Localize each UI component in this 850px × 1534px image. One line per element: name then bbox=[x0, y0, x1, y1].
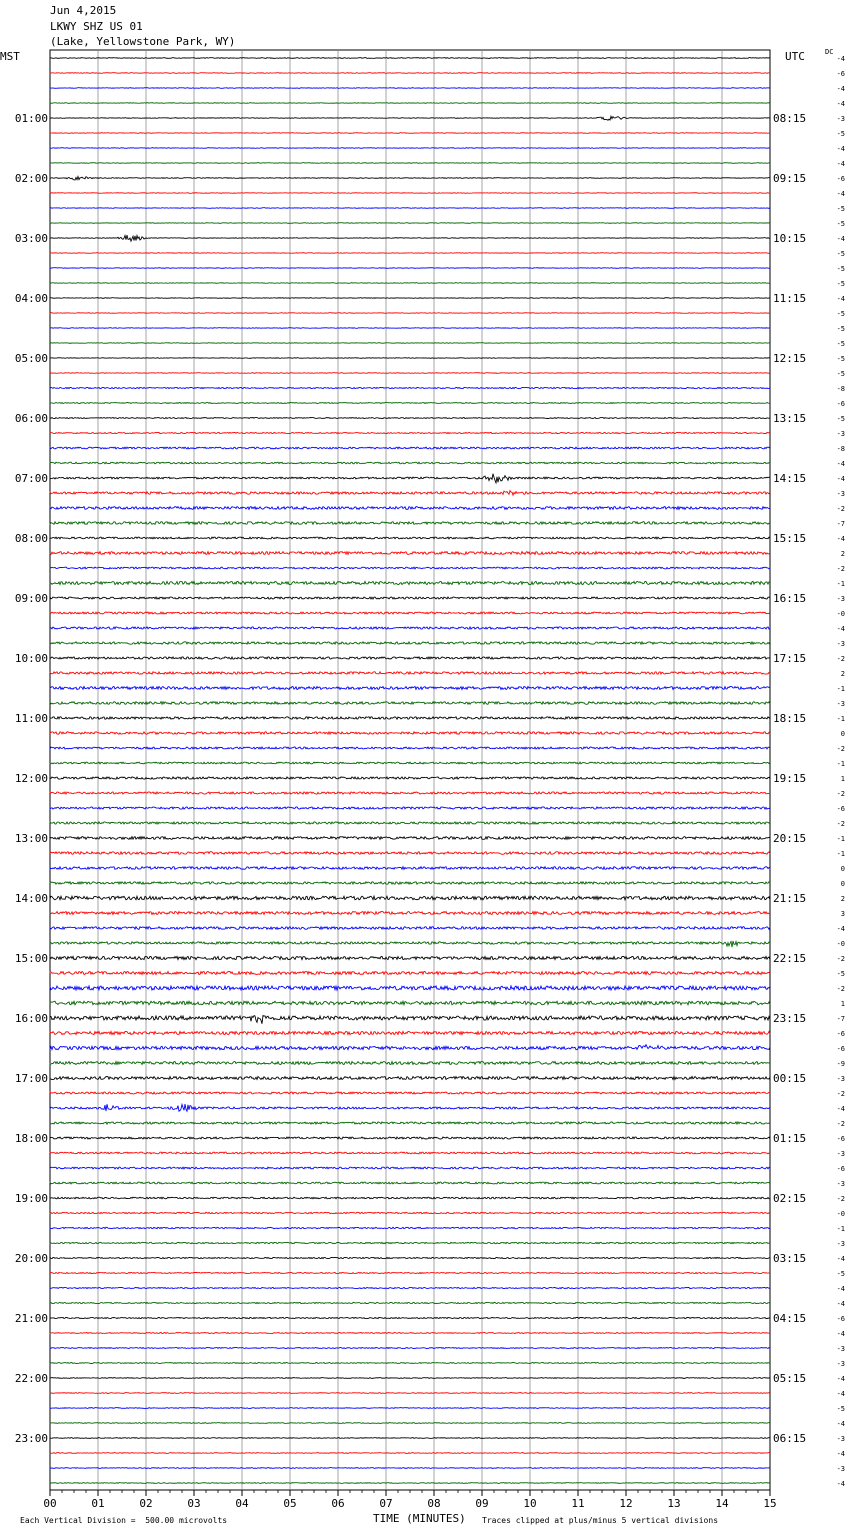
dc-offset-label: -1 bbox=[836, 835, 845, 843]
trace-green bbox=[50, 223, 770, 224]
dc-offset-label: -5 bbox=[836, 370, 845, 378]
dc-offset-label: -9 bbox=[836, 1060, 845, 1068]
right-timezone-label: UTC bbox=[785, 50, 805, 63]
left-hour-label: 06:00 bbox=[14, 412, 48, 425]
x-tick-label: 10 bbox=[523, 1497, 537, 1510]
trace-black bbox=[50, 177, 770, 181]
dc-offset-label: -7 bbox=[836, 1015, 845, 1023]
trace-black bbox=[50, 474, 770, 483]
trace-blue bbox=[50, 447, 770, 449]
left-hour-label: 23:00 bbox=[14, 1432, 48, 1445]
dc-offset-label: -3 bbox=[836, 700, 845, 708]
dc-offset-label: 0 bbox=[840, 865, 845, 873]
dc-offset-label: -6 bbox=[836, 1315, 845, 1323]
left-hour-label: 20:00 bbox=[14, 1252, 48, 1265]
dc-offset-label: -4 bbox=[836, 100, 845, 108]
right-hour-label: 15:15 bbox=[773, 532, 807, 545]
trace-blue bbox=[50, 328, 770, 329]
dc-offset-label: -7 bbox=[836, 520, 845, 528]
trace-black bbox=[50, 1016, 770, 1024]
trace-red bbox=[50, 253, 770, 254]
dc-offset-label: -5 bbox=[836, 1405, 845, 1413]
trace-blue bbox=[50, 148, 770, 149]
trace-blue bbox=[50, 507, 770, 510]
dc-offset-label: -6 bbox=[836, 400, 845, 408]
trace-red bbox=[50, 672, 770, 674]
dc-offset-label: 2 bbox=[840, 550, 845, 558]
dc-offset-label: -3 bbox=[836, 1435, 845, 1443]
trace-green bbox=[50, 283, 770, 284]
dc-offset-label: -5 bbox=[836, 325, 845, 333]
trace-black bbox=[50, 1378, 770, 1379]
dc-offset-label: -4 bbox=[836, 535, 845, 543]
x-tick-label: 11 bbox=[571, 1497, 585, 1510]
dc-offset-label: -6 bbox=[836, 175, 845, 183]
dc-offset-label: -6 bbox=[836, 70, 845, 78]
right-hour-label: 18:15 bbox=[773, 712, 807, 725]
trace-blue bbox=[50, 867, 770, 870]
dc-offset-label: -2 bbox=[836, 505, 845, 513]
dc-offset-label: 1 bbox=[840, 775, 845, 783]
dc-offset-label: -5 bbox=[836, 355, 845, 363]
header-location: (Lake, Yellowstone Park, WY) bbox=[50, 35, 236, 48]
left-hour-label: 18:00 bbox=[14, 1132, 48, 1145]
dc-offset-label: -5 bbox=[836, 340, 845, 348]
right-hour-label: 02:15 bbox=[773, 1192, 807, 1205]
x-tick-label: 12 bbox=[619, 1497, 633, 1510]
x-tick-label: 04 bbox=[235, 1497, 249, 1510]
dc-label: DC bbox=[825, 48, 834, 56]
x-axis-label: TIME (MINUTES) bbox=[373, 1512, 466, 1525]
trace-red bbox=[50, 912, 770, 915]
trace-blue bbox=[50, 1104, 770, 1111]
dc-offset-label: -4 bbox=[836, 1450, 845, 1458]
dc-offset-label: -1 bbox=[836, 715, 845, 723]
right-hour-label: 22:15 bbox=[773, 952, 807, 965]
dc-offset-label: -3 bbox=[836, 430, 845, 438]
dc-offset-label: -4 bbox=[836, 1375, 845, 1383]
trace-red bbox=[50, 612, 770, 614]
clip-note: Traces clipped at plus/minus 5 vertical divisions bbox=[482, 1516, 719, 1525]
dc-offset-label: -5 bbox=[836, 415, 845, 423]
trace-red bbox=[50, 1393, 770, 1394]
trace-black bbox=[50, 777, 770, 779]
trace-green bbox=[50, 882, 770, 884]
left-hour-label: 05:00 bbox=[14, 352, 48, 365]
trace-red bbox=[50, 1272, 770, 1273]
dc-offset-label: -2 bbox=[836, 1120, 845, 1128]
dc-offset-label: 1 bbox=[840, 1000, 845, 1008]
dc-offset-label: -5 bbox=[836, 130, 845, 138]
trace-black bbox=[50, 116, 770, 120]
dc-offset-label: -3 bbox=[836, 1345, 845, 1353]
trace-green bbox=[50, 1302, 770, 1303]
dc-offset-label: -2 bbox=[836, 955, 845, 963]
trace-blue bbox=[50, 687, 770, 690]
right-hour-label: 11:15 bbox=[773, 292, 807, 305]
dc-offset-label: -1 bbox=[836, 580, 845, 588]
trace-red bbox=[50, 1212, 770, 1213]
dc-offset-label: -2 bbox=[836, 820, 845, 828]
trace-green bbox=[50, 762, 770, 764]
trace-black bbox=[50, 837, 770, 840]
dc-offset-label: -3 bbox=[836, 1465, 845, 1473]
left-timezone-label: MST bbox=[0, 50, 20, 63]
dc-offset-label: -4 bbox=[836, 1390, 845, 1398]
trace-blue bbox=[50, 1045, 770, 1050]
dc-offset-label: -4 bbox=[836, 1285, 845, 1293]
header-date: Jun 4,2015 bbox=[50, 4, 117, 17]
dc-offset-label: -4 bbox=[836, 1105, 845, 1113]
right-hour-label: 12:15 bbox=[773, 352, 807, 365]
x-tick-label: 00 bbox=[43, 1497, 57, 1510]
trace-red bbox=[50, 1152, 770, 1154]
trace-green bbox=[50, 642, 770, 644]
dc-offset-label: -2 bbox=[836, 1195, 845, 1203]
trace-black bbox=[50, 1197, 770, 1199]
right-hour-label: 13:15 bbox=[773, 412, 807, 425]
plot-frame bbox=[50, 50, 770, 1490]
dc-offset-label: -1 bbox=[836, 850, 845, 858]
trace-red bbox=[50, 313, 770, 314]
trace-blue bbox=[50, 627, 770, 629]
trace-black bbox=[50, 418, 770, 419]
dc-offset-label: -2 bbox=[836, 1090, 845, 1098]
trace-green bbox=[50, 462, 770, 464]
x-tick-label: 09 bbox=[475, 1497, 489, 1510]
right-hour-label: 20:15 bbox=[773, 832, 807, 845]
dc-offset-label: 2 bbox=[840, 895, 845, 903]
x-tick-label: 01 bbox=[91, 1497, 105, 1510]
trace-green bbox=[50, 1242, 770, 1243]
left-hour-label: 08:00 bbox=[14, 532, 48, 545]
trace-red bbox=[50, 1333, 770, 1334]
trace-blue bbox=[50, 567, 770, 569]
dc-offset-label: -3 bbox=[836, 1150, 845, 1158]
trace-red bbox=[50, 133, 770, 134]
dc-offset-label: 2 bbox=[840, 670, 845, 678]
trace-black bbox=[50, 597, 770, 599]
trace-black bbox=[50, 537, 770, 539]
trace-red bbox=[50, 852, 770, 855]
x-tick-label: 14 bbox=[715, 1497, 729, 1510]
left-hour-label: 19:00 bbox=[14, 1192, 48, 1205]
trace-green bbox=[50, 1483, 770, 1484]
dc-offset-label: -4 bbox=[836, 1420, 845, 1428]
trace-green bbox=[50, 522, 770, 525]
dc-offset-label: -4 bbox=[836, 160, 845, 168]
trace-blue bbox=[50, 747, 770, 749]
trace-green bbox=[50, 581, 770, 584]
dc-offset-label: -2 bbox=[836, 565, 845, 573]
x-tick-label: 05 bbox=[283, 1497, 297, 1510]
dc-offset-label: -5 bbox=[836, 1270, 845, 1278]
dc-offset-label: -4 bbox=[836, 55, 845, 63]
dc-offset-label: -4 bbox=[836, 1255, 845, 1263]
trace-black bbox=[50, 1137, 770, 1139]
dc-offset-label: -4 bbox=[836, 145, 845, 153]
trace-black bbox=[50, 1257, 770, 1258]
trace-blue bbox=[50, 807, 770, 809]
dc-offset-label: -4 bbox=[836, 925, 845, 933]
trace-black bbox=[50, 235, 770, 241]
dc-offset-label: -5 bbox=[836, 220, 845, 228]
dc-offset-label: 3 bbox=[840, 910, 845, 918]
dc-offset-label: -2 bbox=[836, 790, 845, 798]
trace-red bbox=[50, 73, 770, 74]
dc-offset-label: -4 bbox=[836, 295, 845, 303]
dc-offset-label: -4 bbox=[836, 1480, 845, 1488]
dc-offset-label: -6 bbox=[836, 1135, 845, 1143]
trace-blue bbox=[50, 927, 770, 930]
right-hour-label: 01:15 bbox=[773, 1132, 807, 1145]
trace-green bbox=[50, 163, 770, 164]
dc-offset-label: -1 bbox=[836, 685, 845, 693]
dc-offset-label: -4 bbox=[836, 190, 845, 198]
dc-offset-label: -5 bbox=[836, 310, 845, 318]
dc-offset-label: -3 bbox=[836, 595, 845, 603]
trace-red bbox=[50, 1031, 770, 1034]
dc-offset-label: -5 bbox=[836, 250, 845, 258]
dc-offset-label: -8 bbox=[836, 385, 845, 393]
trace-red bbox=[50, 193, 770, 194]
right-hour-label: 09:15 bbox=[773, 172, 807, 185]
left-hour-label: 12:00 bbox=[14, 772, 48, 785]
x-tick-label: 07 bbox=[379, 1497, 393, 1510]
dc-offset-label: -3 bbox=[836, 1360, 845, 1368]
left-hour-label: 09:00 bbox=[14, 592, 48, 605]
header-station: LKWY SHZ US 01 bbox=[50, 20, 143, 33]
trace-green bbox=[50, 343, 770, 344]
trace-green bbox=[50, 822, 770, 824]
dc-offset-label: -6 bbox=[836, 1165, 845, 1173]
left-hour-label: 16:00 bbox=[14, 1012, 48, 1025]
dc-offset-label: -6 bbox=[836, 1030, 845, 1038]
dc-offset-label: -5 bbox=[836, 205, 845, 213]
trace-red bbox=[50, 491, 770, 496]
dc-offset-label: -4 bbox=[836, 475, 845, 483]
trace-black bbox=[50, 1317, 770, 1318]
x-tick-label: 03 bbox=[187, 1497, 201, 1510]
dc-offset-label: -5 bbox=[836, 280, 845, 288]
trace-black bbox=[50, 58, 770, 59]
dc-offset-label: -5 bbox=[836, 265, 845, 273]
trace-green bbox=[50, 403, 770, 404]
dc-offset-label: 0 bbox=[840, 880, 845, 888]
scale-note: Each Vertical Division = 500.00 microvolts bbox=[20, 1516, 228, 1525]
left-hour-label: 11:00 bbox=[14, 712, 48, 725]
dc-offset-label: -0 bbox=[836, 940, 845, 948]
left-hour-label: 17:00 bbox=[14, 1072, 48, 1085]
dc-offset-label: -1 bbox=[836, 760, 845, 768]
x-tick-label: 02 bbox=[139, 1497, 153, 1510]
right-hour-label: 05:15 bbox=[773, 1372, 807, 1385]
trace-black bbox=[50, 1438, 770, 1439]
right-hour-label: 17:15 bbox=[773, 652, 807, 665]
trace-black bbox=[50, 657, 770, 659]
trace-green bbox=[50, 1122, 770, 1124]
dc-offset-label: -4 bbox=[836, 625, 845, 633]
dc-offset-label: -4 bbox=[836, 85, 845, 93]
trace-black bbox=[50, 717, 770, 719]
dc-offset-label: -8 bbox=[836, 445, 845, 453]
right-hour-label: 21:15 bbox=[773, 892, 807, 905]
trace-blue bbox=[50, 1227, 770, 1228]
trace-red bbox=[50, 792, 770, 794]
trace-blue bbox=[50, 986, 770, 990]
right-hour-label: 08:15 bbox=[773, 112, 807, 125]
trace-blue bbox=[50, 1167, 770, 1169]
dc-offset-label: -6 bbox=[836, 1045, 845, 1053]
right-hour-label: 04:15 bbox=[773, 1312, 807, 1325]
trace-blue bbox=[50, 268, 770, 269]
trace-red bbox=[50, 972, 770, 975]
dc-offset-label: -4 bbox=[836, 235, 845, 243]
trace-red bbox=[50, 373, 770, 374]
trace-green bbox=[50, 1423, 770, 1424]
left-hour-label: 03:00 bbox=[14, 232, 48, 245]
dc-offset-label: 0 bbox=[840, 730, 845, 738]
dc-offset-label: -2 bbox=[836, 985, 845, 993]
dc-offset-label: -3 bbox=[836, 490, 845, 498]
trace-black bbox=[50, 896, 770, 900]
trace-red bbox=[50, 1092, 770, 1094]
trace-red bbox=[50, 552, 770, 555]
x-tick-label: 06 bbox=[331, 1497, 345, 1510]
left-hour-label: 10:00 bbox=[14, 652, 48, 665]
dc-offset-label: -3 bbox=[836, 1075, 845, 1083]
trace-black bbox=[50, 1077, 770, 1080]
left-hour-label: 04:00 bbox=[14, 292, 48, 305]
left-hour-label: 01:00 bbox=[14, 112, 48, 125]
left-hour-label: 13:00 bbox=[14, 832, 48, 845]
trace-black bbox=[50, 956, 770, 959]
trace-black bbox=[50, 298, 770, 299]
left-hour-label: 15:00 bbox=[14, 952, 48, 965]
trace-blue bbox=[50, 1468, 770, 1469]
dc-offset-label: -4 bbox=[836, 460, 845, 468]
left-hour-label: 22:00 bbox=[14, 1372, 48, 1385]
trace-blue bbox=[50, 387, 770, 388]
x-tick-label: 15 bbox=[763, 1497, 777, 1510]
dc-offset-label: -1 bbox=[836, 1225, 845, 1233]
right-hour-label: 06:15 bbox=[773, 1432, 807, 1445]
trace-black bbox=[50, 358, 770, 359]
trace-blue bbox=[50, 1287, 770, 1288]
trace-red bbox=[50, 432, 770, 433]
right-hour-label: 14:15 bbox=[773, 472, 807, 485]
dc-offset-label: -3 bbox=[836, 640, 845, 648]
right-hour-label: 19:15 bbox=[773, 772, 807, 785]
trace-green bbox=[50, 1363, 770, 1364]
trace-red bbox=[50, 1453, 770, 1454]
trace-blue bbox=[50, 88, 770, 89]
trace-blue bbox=[50, 1408, 770, 1409]
trace-green bbox=[50, 702, 770, 705]
dc-offset-label: -3 bbox=[836, 1180, 845, 1188]
trace-red bbox=[50, 732, 770, 734]
trace-blue bbox=[50, 208, 770, 209]
dc-offset-label: -3 bbox=[836, 1240, 845, 1248]
left-hour-label: 07:00 bbox=[14, 472, 48, 485]
x-tick-label: 08 bbox=[427, 1497, 441, 1510]
left-hour-label: 21:00 bbox=[14, 1312, 48, 1325]
right-hour-label: 10:15 bbox=[773, 232, 807, 245]
dc-offset-label: -6 bbox=[836, 805, 845, 813]
dc-offset-label: -0 bbox=[836, 610, 845, 618]
left-hour-label: 02:00 bbox=[14, 172, 48, 185]
dc-offset-label: -4 bbox=[836, 1300, 845, 1308]
dc-offset-label: -2 bbox=[836, 655, 845, 663]
right-hour-label: 03:15 bbox=[773, 1252, 807, 1265]
right-hour-label: 16:15 bbox=[773, 592, 807, 605]
right-hour-label: 00:15 bbox=[773, 1072, 807, 1085]
dc-offset-label: -2 bbox=[836, 745, 845, 753]
dc-offset-label: -0 bbox=[836, 1210, 845, 1218]
dc-offset-label: -5 bbox=[836, 970, 845, 978]
dc-offset-label: -3 bbox=[836, 115, 845, 123]
trace-green bbox=[50, 1062, 770, 1065]
trace-green bbox=[50, 1001, 770, 1005]
trace-blue bbox=[50, 1348, 770, 1349]
right-hour-label: 23:15 bbox=[773, 1012, 807, 1025]
trace-green bbox=[50, 941, 770, 947]
x-tick-label: 13 bbox=[667, 1497, 681, 1510]
trace-green bbox=[50, 1182, 770, 1184]
dc-offset-label: -4 bbox=[836, 1330, 845, 1338]
left-hour-label: 14:00 bbox=[14, 892, 48, 905]
trace-green bbox=[50, 103, 770, 104]
